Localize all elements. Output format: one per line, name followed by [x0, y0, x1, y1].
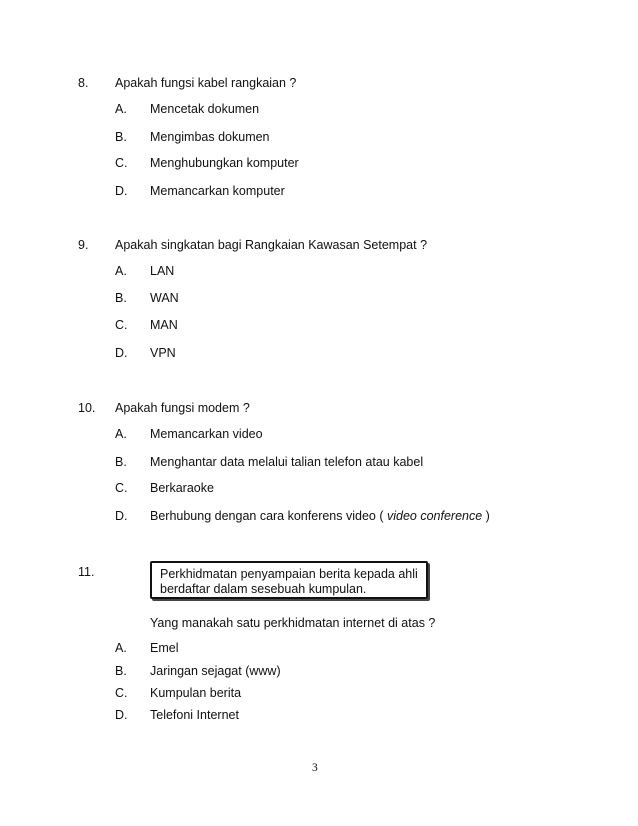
option-letter: C.	[115, 318, 128, 332]
option-text: WAN	[150, 291, 179, 305]
option-text: Mencetak dokumen	[150, 102, 260, 116]
question-stem: Yang manakah satu perkhidmatan internet di atas ?	[150, 616, 436, 630]
option-letter: B.	[115, 291, 127, 305]
option-text: LAN	[150, 264, 175, 278]
option-text: Kumpulan berita	[150, 686, 242, 700]
info-box	[150, 561, 428, 599]
page-number: 3	[312, 762, 318, 774]
question-number: 9.	[78, 238, 89, 252]
option-letter: A.	[115, 264, 127, 278]
info-box-line: berdaftar dalam sesebuah kumpulan.	[160, 582, 367, 596]
option-letter: B.	[115, 130, 127, 144]
option-text: Mengimbas dokumen	[150, 130, 270, 144]
question-number: 11.	[78, 565, 95, 579]
option-letter: B.	[115, 455, 127, 469]
option-letter: B.	[115, 664, 127, 678]
option-letter: A.	[115, 641, 127, 655]
option-text-italic: video conference	[386, 509, 483, 523]
question-stem: Apakah fungsi kabel rangkaian ?	[115, 76, 297, 90]
question-stem: Apakah fungsi modem ?	[115, 401, 250, 415]
option-text: Berkaraoke	[150, 481, 214, 495]
info-box-line: Perkhidmatan penyampaian berita kepada ahli	[160, 567, 418, 581]
option-letter: D.	[115, 708, 128, 722]
option-letter: C.	[115, 686, 128, 700]
option-letter: D.	[115, 346, 128, 360]
option-text: Memancarkan komputer	[150, 184, 285, 198]
question-stem: Apakah singkatan bagi Rangkaian Kawasan Setempat ?	[115, 238, 428, 252]
option-text: Menghantar data melalui talian telefon atau kabel	[150, 455, 424, 469]
option-text: Telefoni Internet	[150, 708, 239, 722]
option-letter: C.	[115, 156, 128, 170]
option-letter: C.	[115, 481, 128, 495]
option-letter: A.	[115, 102, 127, 116]
option-letter: D.	[115, 184, 128, 198]
option-text: Menghubungkan komputer	[150, 156, 299, 170]
option-text: Memancarkan video	[150, 427, 263, 441]
option-text: Berhubung dengan cara konferens video ( video conference )	[150, 509, 490, 523]
option-text: Emel	[150, 641, 179, 655]
option-text: VPN	[150, 346, 176, 360]
option-text: Jaringan sejagat (www)	[150, 664, 281, 678]
option-letter: A.	[115, 427, 127, 441]
option-letter: D.	[115, 509, 128, 523]
option-text: MAN	[150, 318, 178, 332]
question-number: 8.	[78, 76, 89, 90]
question-number: 10.	[78, 401, 96, 415]
